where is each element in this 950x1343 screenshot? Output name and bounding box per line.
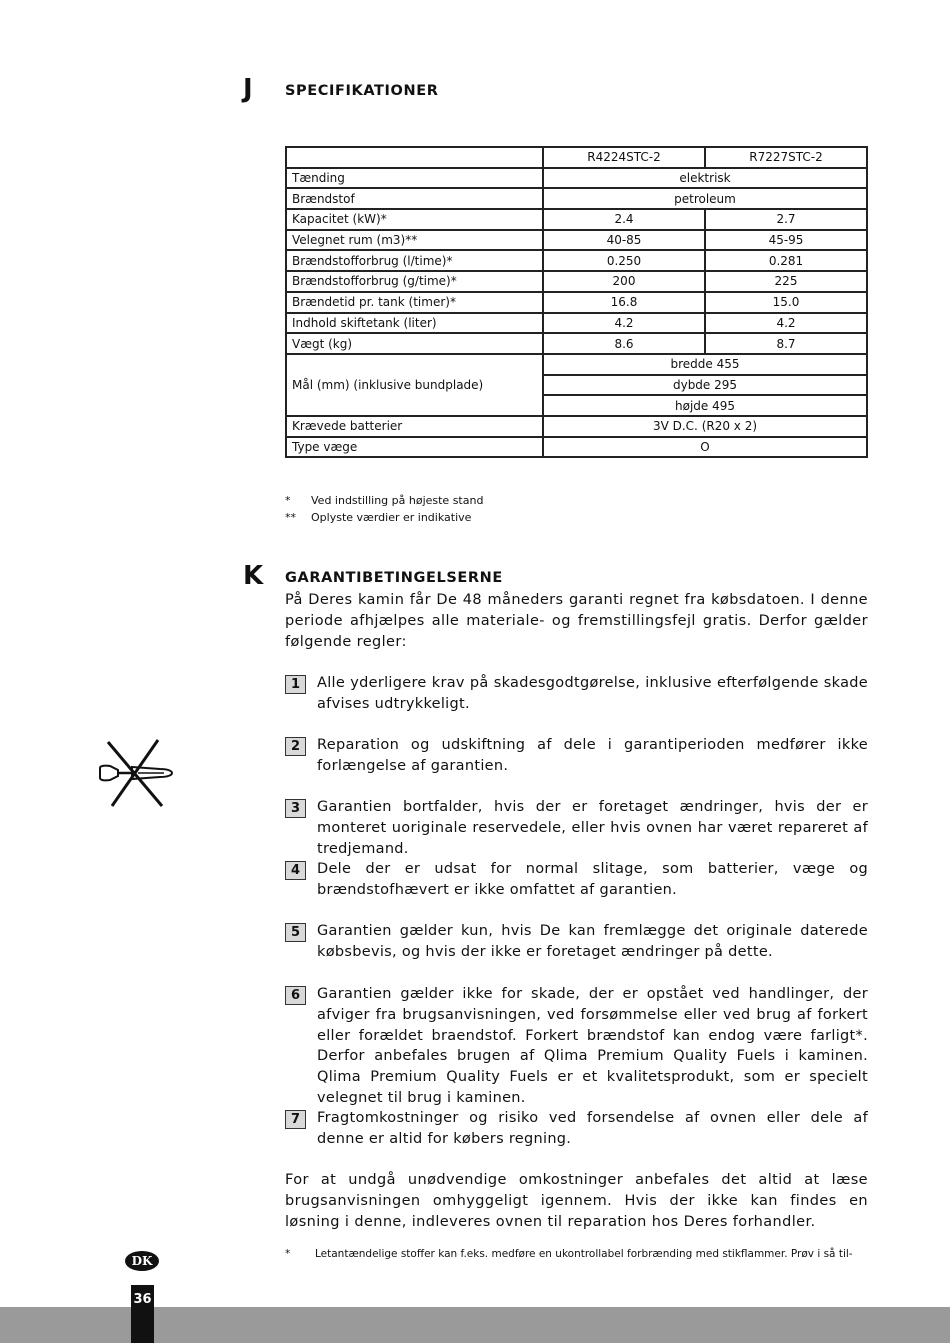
list-item xyxy=(285,859,868,901)
footnote-mark: * xyxy=(285,494,291,507)
row-value: 16.8 xyxy=(543,292,705,313)
language-badge: DK xyxy=(125,1251,159,1271)
footnote xyxy=(285,494,483,508)
row-value: petroleum xyxy=(543,188,867,209)
row-value: 45-95 xyxy=(705,230,867,251)
row-value: højde 495 xyxy=(543,395,867,416)
row-label: Type væge xyxy=(286,437,543,458)
row-value: 3V D.C. (R20 x 2) xyxy=(543,416,867,437)
section-j-title: SPECIFIKATIONER xyxy=(285,83,439,99)
closing-paragraph: For at undgå unødvendige omkostninger anbefales det altid at læse brugsanvisningen omhyggeligt igennem. Hvis der ikke kan findes en løsning i denne, indleveres ovnen til reparation hos Deres forhandler. xyxy=(285,1172,868,1230)
rule-text: Garantien gælder kun, hvis De kan fremlægge det originale daterede købsbevis, og hvis der ikke er foretaget ændringer på dette. xyxy=(317,923,868,960)
row-value: bredde 455 xyxy=(543,354,867,375)
row-value: O xyxy=(543,437,867,458)
rule-text: Fragtomkostninger og risiko ved forsendelse af ovnen eller dele af denne er altid for købers regning. xyxy=(317,1110,868,1147)
row-value: 2.7 xyxy=(705,209,867,230)
section-k-letter: K xyxy=(243,561,264,591)
row-value: 200 xyxy=(543,271,705,292)
table-row xyxy=(286,333,867,354)
row-label: Brændstofforbrug (l/time)* xyxy=(286,250,543,271)
row-value: 2.4 xyxy=(543,209,705,230)
row-value: elektrisk xyxy=(543,168,867,189)
rule-text: Reparation og udskiftning af dele i garantiperioden medfører ikke forlængelse af garantien. xyxy=(317,737,868,774)
row-value: 8.6 xyxy=(543,333,705,354)
row-value: 8.7 xyxy=(705,333,867,354)
list-item xyxy=(285,921,868,963)
footnote-text: Ved indstilling på højeste stand xyxy=(311,494,484,507)
row-value: 15.0 xyxy=(705,292,867,313)
row-value: 4.2 xyxy=(705,313,867,334)
row-label: Kapacitet (kW)* xyxy=(286,209,543,230)
row-label: Mål (mm) (inklusive bundplade) xyxy=(286,354,543,416)
rule-number: 5 xyxy=(285,923,306,942)
section-j-letter: J xyxy=(243,74,253,104)
model-header: R7227STC-2 xyxy=(705,147,867,168)
intro-paragraph: På Deres kamin får De 48 måneders garanti regnet fra købsdatoen. I denne periode afhjælpes alle materiale- og fremstillingsfejl gratis. Derfor gælder følgende regler: xyxy=(285,592,868,650)
rule-number: 2 xyxy=(285,737,306,756)
table-row xyxy=(286,416,867,437)
rule-text: Garantien gælder ikke for skade, der er opstået ved handlinger, der afviger fra brugsanvisningen, ved forsømmelse eller ved brug af forkert eller forældet braendstof. Forkert brændstof kan endog være farligt*. Derfor anbefales brugen af Qlima Premium Quality Fuels i kaminen. Qlima Premium Quality Fuels er et kvalitetsprodukt, som er specielt velegnet til brug i kaminen. xyxy=(317,986,868,1106)
table-row xyxy=(286,230,867,251)
bottom-footnote xyxy=(285,1248,875,1260)
table-cell xyxy=(286,147,543,168)
list-item xyxy=(285,984,868,1109)
footnote-mark: * xyxy=(285,1248,291,1260)
row-label: Krævede batterier xyxy=(286,416,543,437)
table-header-row xyxy=(286,147,867,168)
table-row xyxy=(286,437,867,458)
section-k-title: GARANTIBETINGELSERNE xyxy=(285,570,503,586)
list-item xyxy=(285,797,868,859)
row-label: Brændetid pr. tank (timer)* xyxy=(286,292,543,313)
model-header: R4224STC-2 xyxy=(543,147,705,168)
rule-text: Dele der er udsat for normal slitage, som batterier, væge og brændstofhævert er ikke omfattet af garantien. xyxy=(317,861,868,898)
footnote-mark: ** xyxy=(285,511,296,524)
list-item xyxy=(285,673,868,715)
row-label: Brændstofforbrug (g/time)* xyxy=(286,271,543,292)
row-value: 0.281 xyxy=(705,250,867,271)
row-value: 0.250 xyxy=(543,250,705,271)
spec-table xyxy=(285,146,868,458)
table-row xyxy=(286,313,867,334)
table-row xyxy=(286,250,867,271)
rule-number: 7 xyxy=(285,1110,306,1129)
footnote xyxy=(285,511,471,525)
rule-text: Alle yderligere krav på skadesgodtgørelse, inklusive efterfølgende skade afvises udtrykkeligt. xyxy=(317,675,868,712)
rule-number: 1 xyxy=(285,675,306,694)
table-row xyxy=(286,209,867,230)
list-item xyxy=(285,1108,868,1150)
row-label: Tænding xyxy=(286,168,543,189)
no-screwdriver-icon xyxy=(98,738,174,810)
rule-number: 4 xyxy=(285,861,306,880)
footnote-text: Letantændelige stoffer kan f.eks. medføre en ukontrollabel forbrænding med stikflammer. Prøv i så til- xyxy=(315,1248,853,1260)
row-label: Indhold skiftetank (liter) xyxy=(286,313,543,334)
row-value: 40-85 xyxy=(543,230,705,251)
rule-number: 3 xyxy=(285,799,306,818)
rule-text: Garantien bortfalder, hvis der er foretaget ændringer, hvis der er monteret uoriginale reservedele, eller hvis ovnen har været repareret af tredjemand. xyxy=(317,799,868,857)
rule-number: 6 xyxy=(285,986,306,1005)
row-value: dybde 295 xyxy=(543,375,867,396)
table-row xyxy=(286,188,867,209)
row-value: 4.2 xyxy=(543,313,705,334)
row-value: 225 xyxy=(705,271,867,292)
row-label: Brændstof xyxy=(286,188,543,209)
list-item xyxy=(285,735,868,777)
table-row xyxy=(286,271,867,292)
row-label: Vægt (kg) xyxy=(286,333,543,354)
footnote-text: Oplyste værdier er indikative xyxy=(311,511,472,524)
row-label: Velegnet rum (m3)** xyxy=(286,230,543,251)
table-row xyxy=(286,354,867,375)
table-row xyxy=(286,292,867,313)
page-number: 36 xyxy=(133,1292,152,1307)
table-row xyxy=(286,168,867,189)
